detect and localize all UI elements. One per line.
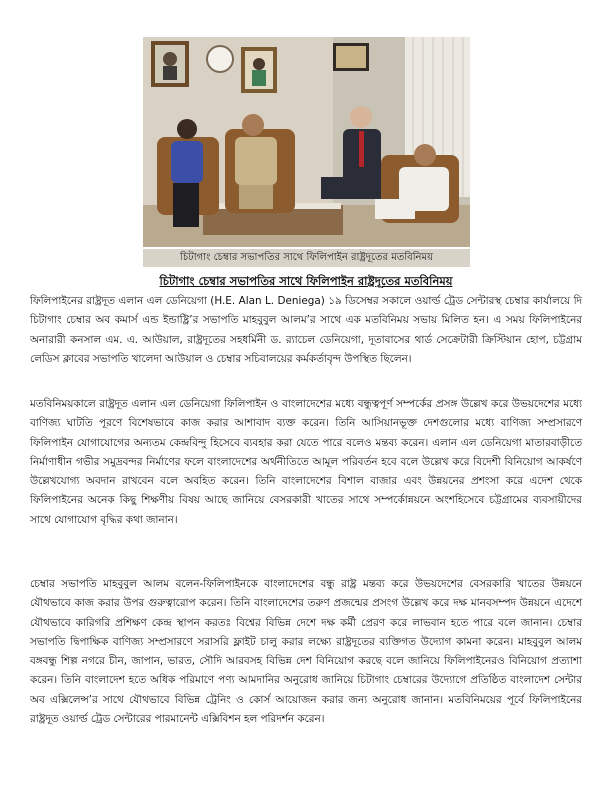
photo-caption: চিটাগাং চেম্বার সভাপতির সাথে ফিলিপাইন রাষ্ট্রদূতের মতবিনিময় <box>143 249 470 267</box>
article-paragraph-3: চেম্বার সভাপতি মাহবুবুল আলম বলেন-ফিলিপাইনকে বাংলাদেশের বন্ধু রাষ্ট্র মন্তব্য করে উভয়দেশের বেসরকারি খাতের উন্নয়নে যৌথভাবে কাজ করার উপর গুরুত্বারোপ করেন। তিনি বাংলাদেশের তরুণ প্রজন্মের প্রসংগ উল্লেখ করে দক্ষ মানবসম্পদ উন্নয়নে এদেশে যৌথভাবে কারিগরি প্রশিক্ষণ কেন্দ্র স্থাপন করতঃ বিশ্বের বিভিন্ন দেশে দক্ষ কর্মী প্রেরণ করে লাভবান হতে পারে বলে জানান। চেম্বার সভাপতি দ্বিপাক্ষিক বাণিজ্য সম্প্রসারণে সরাসরি ফ্লাইট চালু করার লক্ষ্যে রাষ্ট্রদূতের ব্যক্তিগত উদ্যোগ কামনা করেন। মাহবুবুল আলম বঙ্গবন্ধু শিল্প নগরে চীন, জাপান, ভারত, সৌদি আরবসহ বিভিন্ন দেশ বিনিয়োগ করছে বলে জানিয়ে ফিলিপাইনেরও বিনিয়োগ প্রত্যাশা করেন। তিনি বাংলাদেশ হতে অধিক পরিমাণে পণ্য আমদানির অনুরোধ জানিয়ে চিটাগাং চেম্বারের উদ্যোগে প্রতিষ্ঠিত বাংলাদেশ সেন্টার অব এক্সিলেন্স’র সাথে যৌথভাবে বিভিন্ন ট্রেনিং ও কোর্স আয়োজন করার জন্য অনুরোধ জানান। মতবিনিময়ের পূর্বে ফিলিপাইনের রাষ্ট্রদূত ওয়ার্ল্ড ট্রেড সেন্টারের পারমানেন্ট এক্সিবিশন হল পরিদর্শন করেন। <box>30 578 582 726</box>
article-paragraph-1: ফিলিপাইনের রাষ্ট্রদূত এলান এল ডেনিয়েগা (H.E. Alan L. Deniega) ১৯ ডিসেম্বর সকালে ওয়ার্ল্ড ট্রেড সেন্টারস্থ চেম্বার কার্যালয়ে দি চিটাগাং চেম্বার অব কমার্স এন্ড ইন্ডাষ্ট্রি’র সভাপতি মাহবুবুল আলম’র সাথে এক মতবিনিময় সভায় মিলিত হন। এ সময় ফিলিপাইনের অনারারী কনসাল এম. এ. আউয়াল, রাষ্ট্রদূতের সহধর্মিনী ড. র‍্যাচেল ডেনিয়েগা, দূতাবাসের থার্ড সেক্রেটারী ক্রিস্টিয়ান হোপ, চট্টগ্রাম লেডিস ক্লাবের সভাপতি খালেদা আউয়াল ও চেম্বার সচিবালয়ের কর্মকর্তাবৃন্দ উপস্থিত ছিলেন। <box>30 295 582 365</box>
meeting-photo <box>143 37 470 247</box>
article-headline <box>30 273 582 289</box>
article-headline-text: চিটাগাং চেম্বার সভাপতির সাথে ফিলিপাইন রাষ্ট্রদূতের মতবিনিময় <box>159 274 453 288</box>
article-paragraph-2: মতবিনিময়কালে রাষ্ট্রদূত এলান এল ডেনিয়েগা ফিলিপাইন ও বাংলাদেশের মধ্যে বন্ধুত্বপূর্ণ সম্পর্কের প্রসঙ্গ উল্লেখ করে উভয়দেশের মধ্যে বাণিজ্য ঘাটতি পূরণে বিশেষভাবে কাজ করার আশাবাদ ব্যক্ত করেন। তিনি আসিয়ানভূক্ত দেশগুলোর মধ্যে বাণিজ্য সম্প্রসারণে ফিলিপাইন যোগাযোগের অন্যতম কেন্দ্রবিন্দু হিসেবে ব্যবহার করা যেতে পারে বলেও মন্তব্য করেন। এলান এল ডেনিয়েগা মাতারবাড়ীতে নির্মাণাধীন গভীর সমুদ্রবন্দর নির্মাণের ফলে বাংলাদেশের অর্থনীতিতে আমূল পরিবর্তন হবে বলে উল্লেখ করে বিদেশী বিনিয়োগ আকর্ষণে উল্লেখযোগ্য অবদান রাখবেন বলে অবহিত করেন। তিনি বাংলাদেশের বিশাল বাজার এবং উন্নয়নের প্রশংসা করে এদেশ থেকে ফিলিপাইনের অনেক কিছু শিক্ষণীয় বিষয় আছে জানিয়ে বেসরকারী খাতের সাথে সম্পর্কোন্নয়নে অংশহিসেবে চট্টগ্রামের ব্যবসায়ীদের সাথে যোগাযোগ বৃদ্ধির কথা জানান। <box>30 398 582 526</box>
